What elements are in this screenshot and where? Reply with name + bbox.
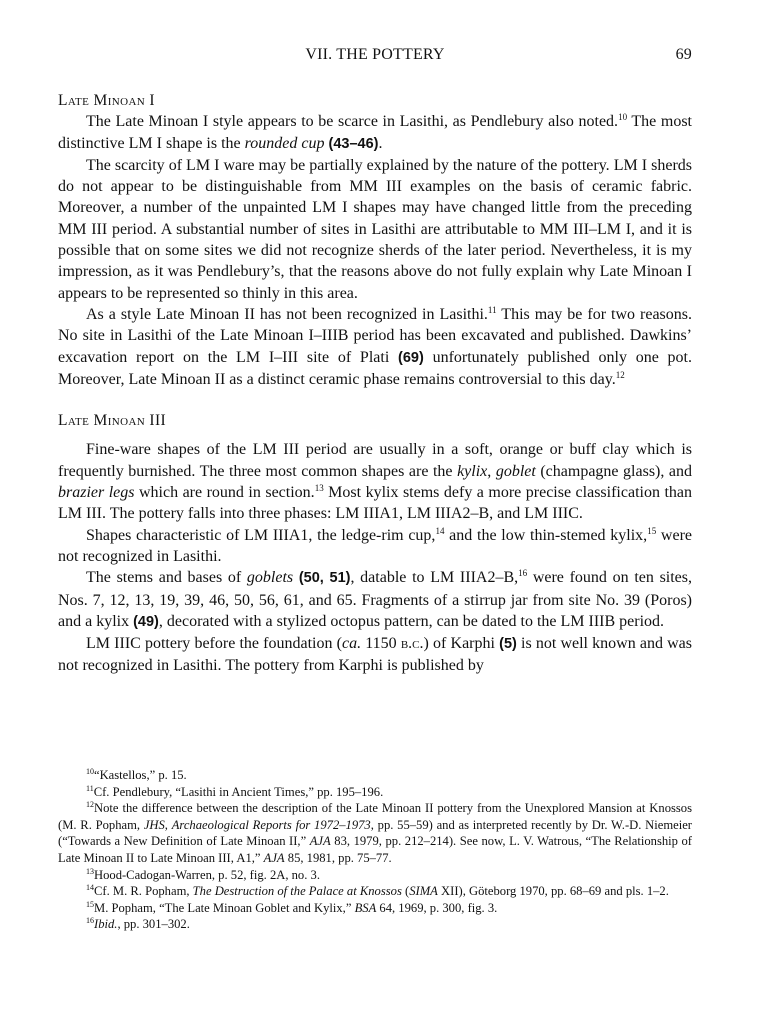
footnotes: [58, 767, 692, 933]
footnote-text: Note the difference between the description of the Late Minoan II pottery from the Unexplored Mansion at Knossos (M. R. Popham,: [58, 801, 692, 832]
term: kylix: [457, 462, 488, 480]
text: Shapes characteristic of LM IIIA1, the ledge-rim cup,: [86, 526, 436, 544]
footnote-number: 14: [86, 883, 94, 893]
journal: Archaeological Reports for 1972–1973: [171, 817, 371, 832]
footnote-text: 64, 1969, p. 300, fig. 3.: [376, 900, 498, 915]
footnote-ref: 10: [618, 112, 628, 123]
paragraph: [58, 567, 692, 633]
footnote-10: [58, 767, 692, 784]
footnote-number: 10: [86, 767, 94, 776]
footnote-16: [58, 916, 692, 933]
footnote-13: [58, 867, 692, 884]
term: brazier legs: [58, 484, 135, 502]
text: This may be for two reasons. No site in Lasithi of the Late Minoan I–IIIB period has been excavated and published. Dawkins’ excavation report on the LM I–III site of Plati: [58, 305, 692, 366]
text: .: [378, 134, 383, 152]
term: rounded cup: [244, 134, 325, 152]
text: is not well known and was not recognized in Lasithi. The pottery from Karphi is published by: [58, 635, 693, 675]
journal: AJA: [309, 834, 331, 849]
journal: BSA: [354, 900, 377, 915]
footnote-text: Cf. Pendlebury, “Lasithi in Ancient Times,” pp. 195–196.: [93, 784, 384, 799]
text: 1150: [361, 635, 401, 653]
paragraph: [58, 111, 692, 155]
catalog-ref: (69): [398, 349, 424, 366]
text: unfortunately published only one pot. Moreover, Late Minoan II as a distinct ceramic phase remains controversial to this day.: [58, 348, 693, 388]
footnote-number: 15: [86, 899, 94, 909]
footnote-text: Cf. M. R. Popham,: [94, 884, 193, 899]
footnote-ref: 11: [487, 304, 497, 315]
footnote-text: (: [401, 884, 410, 899]
footnote-14: [58, 883, 692, 900]
text: and the low thin-stemed kylix,: [444, 526, 648, 544]
series: SIMA: [409, 884, 438, 899]
footnote-text: Hood-Cadogan-Warren, p. 52, fig. 2A, no. 3.: [94, 867, 320, 882]
body-text: [58, 90, 692, 677]
text: were found on ten sites, Nos. 7, 12, 13, 19, 39, 46, 50, 56, 61, and 65. Fragments of a stirrup jar from site No. 39 (Poros) and a kylix: [58, 569, 693, 630]
text: The Late Minoan I style appears to be scarce in Lasithi, as Pendlebury also noted.: [86, 113, 619, 131]
ibid: Ibid.: [94, 917, 118, 932]
text: The most distinctive LM I shape is the: [58, 113, 693, 152]
footnote-ref: 15: [647, 525, 657, 536]
footnote-15: [58, 900, 692, 917]
term: goblets: [246, 569, 294, 587]
book-title: The Destruction of the Palace at Knossos: [192, 884, 402, 899]
paragraph: [58, 304, 692, 390]
footnote-text: “Kastellos,” p. 15.: [94, 768, 187, 782]
footnote-ref: 14: [435, 525, 445, 536]
text: which are round in section.: [134, 484, 315, 502]
footnote-number: 13: [86, 866, 94, 876]
footnote-number: 16: [86, 916, 94, 926]
page-number: 69: [675, 46, 692, 63]
term: ca.: [342, 635, 362, 653]
footnote-text: M. Popham, “The Late Minoan Goblet and Kylix,”: [94, 900, 355, 915]
footnote-text: , pp. 301–302.: [117, 917, 190, 932]
running-head: [58, 46, 692, 68]
term: goblet: [495, 462, 536, 480]
footnote-text: XII), Göteborg 1970, pp. 68–69 and pls. 1–2.: [437, 884, 669, 899]
paragraph: [58, 633, 692, 677]
text: , datable to LM IIIA2–B,: [350, 569, 519, 587]
text: ) of Karphi: [423, 635, 500, 653]
footnote-text: ,: [164, 817, 172, 832]
footnote-text: 85, 1981, pp. 75–77.: [284, 850, 392, 865]
footnote-ref: 12: [615, 369, 625, 380]
text: were not recognized in Lasithi.: [58, 526, 693, 565]
paragraph: [58, 439, 692, 524]
text: , decorated with a stylized octopus pattern, can be dated to the LM IIIB period.: [158, 612, 665, 630]
footnote-ref: 13: [314, 483, 324, 494]
section-heading-lm1: Late Minoan I: [58, 92, 155, 109]
journal: AJA: [263, 850, 285, 865]
footnote-12: [58, 800, 692, 866]
section-heading-lm3: Late Minoan III: [58, 412, 167, 430]
footnote-11: [58, 784, 692, 801]
text: Most kylix stems defy a more precise classification than LM III. The pottery falls into three phases: LM IIIA1, LM IIIA2–B, and LM IIIC.: [58, 484, 693, 523]
footnote-number: 12: [86, 800, 94, 810]
era-abbrev: b.c.: [400, 635, 424, 653]
chapter-title: VII. THE POTTERY: [305, 46, 445, 63]
catalog-ref: (43–46): [328, 135, 379, 152]
catalog-ref: (5): [499, 636, 517, 653]
text: The stems and bases of: [86, 569, 247, 587]
text: LM IIIC pottery before the foundation (: [86, 635, 342, 653]
text: As a style Late Minoan II has not been recognized in Lasithi.: [86, 305, 488, 323]
footnote-number: 11: [86, 783, 94, 793]
footnote-text: 83, 1979, pp. 212–214). See now, L. V. Watrous, “The Relationship of Late Minoan II to Late Minoan III, A1,”: [58, 834, 692, 865]
footnote-ref: 16: [518, 568, 528, 579]
catalog-ref: (50, 51): [298, 570, 351, 587]
text: The scarcity of LM I ware may be partially explained by the nature of the pottery. LM I sherds do not appear to be distinguishable from MM III examples on the basis of ceramic fabric. Moreover, a number of the unpainted LM I shapes may have changed little from the preceding MM III period. A substantial number of sites in Lasithi are attributable to MM III–LM I, and it is possible that on some sites we did not recognize sherds of the later period. Nevertheless, it is my impression, as it was Pendlebury’s, that the reasons above do not fully explain why Late Minoan I appears to be represented so thinly in this area.: [58, 156, 692, 302]
text: (champagne glass), and: [535, 462, 693, 480]
footnote-text: , pp. 55–59) and as interpreted recently by Dr. W.-D. Niemeier (“Towards a New Definition of Late Minoan II,”: [58, 817, 692, 849]
text: ,: [487, 462, 496, 480]
text: Fine-ware shapes of the LM III period are usually in a soft, orange or buff clay which is frequently burnished. The three most common shapes are the: [58, 441, 692, 480]
paragraph: [58, 525, 692, 568]
paragraph: [58, 155, 692, 304]
catalog-ref: (49): [133, 613, 159, 630]
journal: JHS: [143, 817, 165, 832]
